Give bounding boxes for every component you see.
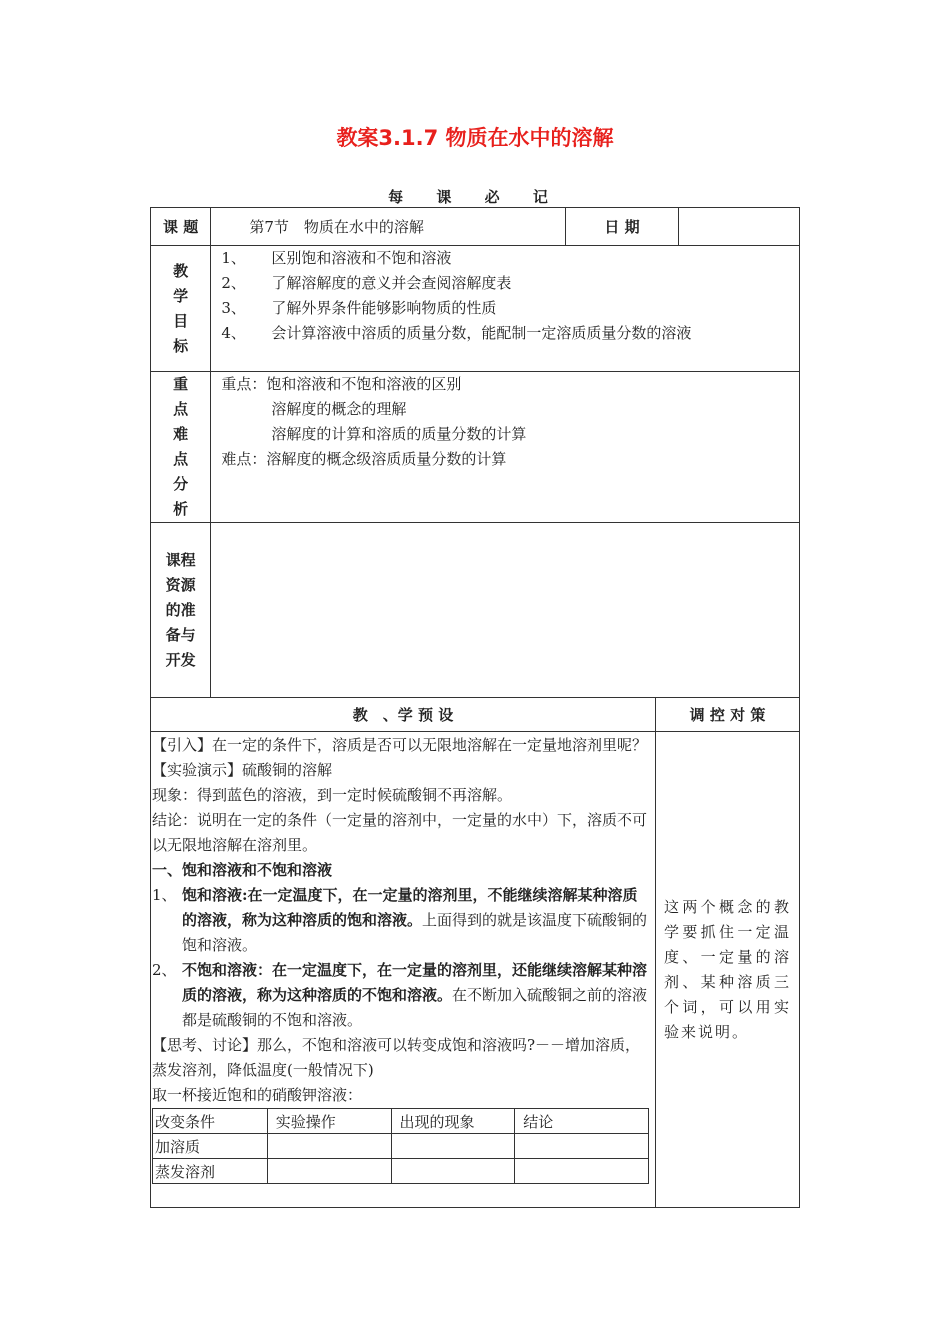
objective-item: 2、 了解溶解度的意义并会查阅溶解度表 [221, 274, 512, 292]
section-heading: 一、饱和溶液和不饱和溶液 [152, 861, 333, 879]
keypoint-line: 溶解度的计算和溶质的质量分数的计算 [271, 425, 527, 443]
plan-header: 教 、学 预 设 [151, 698, 656, 732]
lesson-plan-table [150, 207, 800, 1208]
table-row [153, 1134, 649, 1159]
table-cell: 蒸发溶剂 [153, 1159, 268, 1184]
experiment-table [152, 1108, 649, 1184]
table-header-cell: 实验操作 [267, 1109, 391, 1134]
keypoint-line: 溶解度的概念的理解 [271, 400, 407, 418]
intro-paragraph: 【引入】在一定的条件下，溶质是否可以无限地溶解在一定量地溶剂里呢？ [152, 736, 648, 754]
table-header-row [153, 1109, 649, 1134]
definition-saturated: 1、 饱和溶液:在一定温度下，在一定量的溶剂里，不能继续溶解某种溶质的溶液，称为这种溶质的饱和溶液。上面得到的就是该温度下硫酸铜的饱和溶液。 [152, 886, 648, 954]
strategy-header: 调 控 对 策 [656, 698, 800, 732]
table-cell: 加溶质 [153, 1134, 268, 1159]
page-subtitle: 每 课 必 记 [388, 188, 562, 206]
strategy-body [656, 732, 800, 1208]
table-header-cell: 出现的现象 [391, 1109, 515, 1134]
objective-item: 3、 了解外界条件能够影响物质的性质 [221, 299, 497, 317]
definition-unsaturated: 2、 不饱和溶液：在一定温度下，在一定量的溶剂里，还能继续溶解某种溶质的溶液，称为这种溶质的不饱和溶液。在不断加入硫酸铜之前的溶液都是硫酸铜的不饱和溶液。 [152, 961, 648, 1029]
phenomenon-paragraph: 现象：得到蓝色的溶液，到一定时候硫酸铜不再溶解。 [152, 786, 513, 804]
table-row [153, 1159, 649, 1184]
objectives-list [211, 246, 800, 372]
topic-label: 课 题 [151, 208, 211, 246]
resources-label: 课程 资源 的准 备与 开发 [151, 523, 211, 698]
plan-body [151, 732, 656, 1208]
table-cell [267, 1134, 391, 1159]
table-cell [391, 1134, 515, 1159]
objective-item: 4、 会计算溶液中溶质的质量分数，能配制一定溶质质量分数的溶液 [221, 324, 692, 342]
keypoints-content [211, 372, 800, 523]
keypoint-line: 重点：饱和溶液和不饱和溶液的区别 [221, 375, 462, 393]
table-cell [515, 1134, 649, 1159]
topic-value: 第7节 物质在水中的溶解 [211, 208, 566, 246]
conclusion-paragraph: 结论：说明在一定的条件（一定量的溶剂中，一定量的水中）下，溶质不可以无限地溶解在溶剂里。 [152, 811, 648, 854]
table-header-cell: 结论 [515, 1109, 649, 1134]
date-value [679, 208, 800, 246]
demo-paragraph: 【实验演示】硫酸铜的溶解 [152, 761, 333, 779]
experiment-intro: 取一杯接近饱和的硝酸钾溶液： [152, 1086, 363, 1104]
resources-content [211, 523, 800, 698]
date-label: 日 期 [566, 208, 679, 246]
table-cell [515, 1159, 649, 1184]
difficulty-line: 难点：溶解度的概念级溶质质量分数的计算 [221, 450, 507, 468]
objectives-label: 教 学 目 标 [151, 246, 211, 372]
keypoints-label: 重 点 难 点 分 析 [151, 372, 211, 523]
objective-item: 1、 区别饱和溶液和不饱和溶液 [221, 249, 452, 267]
table-cell [391, 1159, 515, 1184]
table-cell [267, 1159, 391, 1184]
discussion-paragraph: 【思考、讨论】那么，不饱和溶液可以转变成饱和溶液吗?－－增加溶质，蒸发溶剂，降低温度(一般情况下) [152, 1036, 641, 1079]
table-header-cell: 改变条件 [153, 1109, 268, 1134]
page-title: 教案3.1.7 物质在水中的溶解 [336, 126, 614, 150]
strategy-note: 这两个概念的教学要抓住一定温度、一定量的溶剂、某种溶质三个词，可以用实验来说明。 [664, 897, 791, 1041]
